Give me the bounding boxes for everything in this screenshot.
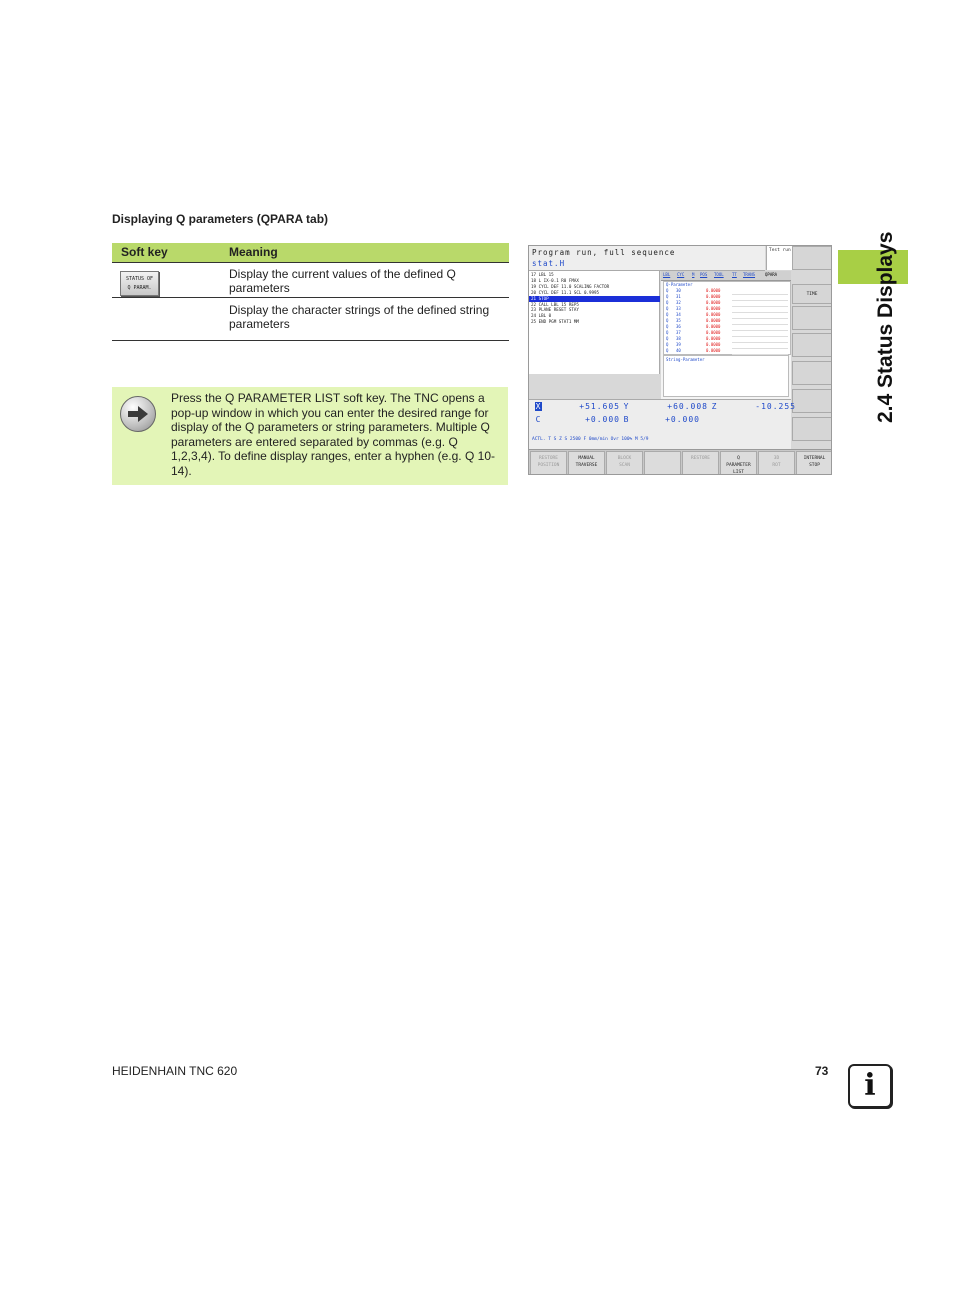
q-parameter-row	[666, 348, 728, 354]
actual-status-line: ACTL. T S Z S 2500 F 0mm/min Ovr 100% M 5/9	[532, 437, 649, 442]
grid-line	[732, 330, 788, 331]
tab-m[interactable]: M	[692, 272, 695, 277]
q-parameter-title: Q-Parameter	[666, 282, 693, 287]
q-label: Q	[666, 348, 669, 353]
softkey-label: TRAVERSE	[575, 463, 598, 468]
softkey-label: MANUAL	[578, 456, 595, 461]
grid-line	[732, 300, 788, 301]
program-line-active: 21 STOP	[529, 296, 660, 302]
tab-lbl[interactable]: LBL	[663, 272, 671, 277]
q-parameter-box	[663, 281, 791, 355]
q-number: 40	[676, 348, 681, 353]
q-label: Q	[666, 318, 669, 323]
screen-softkey[interactable]	[792, 246, 832, 270]
softkey-label: STATUS OF	[125, 276, 154, 282]
string-parameter-box	[663, 355, 789, 397]
bottom-softkey[interactable]	[796, 451, 832, 475]
q-value: 0.0000	[706, 324, 721, 329]
operating-mode-bar	[529, 246, 765, 271]
chapter-title-container	[838, 213, 897, 423]
q-number: 33	[676, 306, 681, 311]
softkey-label: RESTORE	[539, 456, 558, 461]
softkey-label: SCAN	[619, 463, 630, 468]
q-label: Q	[666, 312, 669, 317]
screen-softkey[interactable]	[792, 389, 832, 413]
softkey-label: BLOCK	[617, 456, 632, 461]
program-listing	[529, 271, 660, 374]
tab-qpara[interactable]: QPARA	[765, 272, 778, 277]
q-value: 0.0000	[706, 288, 721, 293]
softkey-label: POSITION	[537, 463, 560, 468]
position-display	[529, 399, 796, 450]
softkey-table	[112, 243, 509, 341]
q-number: 39	[676, 342, 681, 347]
q-number: 31	[676, 294, 681, 299]
footer-product: HEIDENHAIN TNC 620	[112, 1064, 238, 1078]
grid-line	[732, 324, 788, 325]
status-panel	[661, 271, 791, 399]
softkey-label: ROT	[772, 463, 781, 468]
q-number: 35	[676, 318, 681, 323]
q-value: 0.0000	[706, 318, 721, 323]
tab-cyc[interactable]: CYC	[677, 272, 685, 277]
column-header-meaning: Meaning	[229, 245, 278, 259]
screen-softkey[interactable]	[792, 417, 832, 441]
meaning-text: Display the current values of the defined Q parameters	[229, 267, 456, 295]
status-of-q-param-softkey[interactable]	[120, 271, 159, 296]
bottom-softkey[interactable]	[568, 451, 605, 475]
status-tabs	[661, 271, 791, 281]
program-line: 25 END PGM STAT1 MM	[531, 319, 579, 325]
screen-softkey[interactable]	[792, 306, 832, 330]
meaning-text: Display the character strings of the defined string parameters	[229, 303, 490, 331]
time-softkey[interactable]: TIME	[792, 284, 832, 304]
axis-b: B +0.000	[623, 415, 700, 424]
q-label: Q	[666, 306, 669, 311]
screen-softkey[interactable]	[792, 333, 832, 357]
tab-trans[interactable]: TRANS	[743, 272, 756, 277]
tab-tool[interactable]: TOOL	[714, 272, 724, 277]
q-value: 0.0000	[706, 348, 721, 353]
softkey-label: LIST	[733, 470, 744, 475]
section-heading: Displaying Q parameters (QPARA tab)	[112, 212, 329, 226]
softkey-label: Q	[737, 456, 740, 461]
screen-softkey[interactable]	[792, 361, 832, 385]
tab-tt[interactable]: TT	[732, 272, 737, 277]
program-line: 17 LBL 15	[531, 272, 554, 277]
arrow-right-icon	[120, 396, 156, 432]
bottom-softkey[interactable]	[720, 451, 757, 475]
softkey-label: INTERNAL	[803, 456, 826, 461]
softkey-label: STOP	[809, 463, 820, 468]
softkey-row	[529, 449, 832, 475]
grid-line	[732, 348, 788, 349]
table-row	[112, 263, 509, 298]
q-value: 0.0000	[706, 330, 721, 335]
program-line: 24 LBL 0	[531, 313, 552, 319]
q-value: 0.0000	[706, 342, 721, 347]
table-row	[112, 298, 509, 341]
tnc-screenshot	[528, 245, 832, 475]
q-value: 0.0000	[706, 312, 721, 317]
axis-y: Y +60.008	[623, 402, 708, 411]
q-value: 0.0000	[706, 306, 721, 311]
axis-z: Z -10.255	[711, 402, 796, 411]
tip-box	[112, 387, 508, 485]
grid-line	[732, 306, 788, 307]
tab-pos[interactable]: POS	[700, 272, 708, 277]
bottom-softkey[interactable]	[758, 451, 795, 475]
program-line: 18 L IX-0.1 R0 FMAX	[531, 277, 579, 283]
program-line: 19 CYCL DEF 11.0 SCALING FACTOR	[531, 283, 610, 289]
program-line: 20 CYCL DEF 11.1 SCL 0.9995	[531, 289, 600, 295]
q-number: 38	[676, 336, 681, 341]
softkey-label: RESTORE	[691, 456, 710, 461]
grid-line	[732, 318, 788, 319]
softkey-label: 3D	[773, 456, 780, 461]
q-number: 36	[676, 324, 681, 329]
mode-title: Program run, full sequence	[532, 248, 676, 257]
info-icon	[848, 1064, 892, 1108]
softkey-label: Q PARAM.	[127, 285, 152, 291]
column-header-softkey: Soft key	[121, 245, 168, 259]
page-number: 73	[815, 1064, 829, 1078]
tip-text: Press the Q PARAMETER LIST soft key. The TNC opens a pop-up window in which you can enter the desired range for display of the Q parameters or string parameters. Multiple Q parameters are entered separated by commas (e.g. Q 1,2,3,4). To define display ranges, enter a hyphen (e.g. Q 10-14).	[171, 391, 495, 478]
q-number: 30	[676, 288, 681, 293]
grid-line	[732, 294, 788, 295]
q-value: 0.0000	[706, 294, 721, 299]
q-number: 37	[676, 330, 681, 335]
bottom-softkey[interactable]	[682, 451, 719, 475]
q-label: Q	[666, 336, 669, 341]
program-line: 23 PLANE RESET STAY	[531, 307, 579, 313]
q-number: 34	[676, 312, 681, 317]
string-parameter-title: String-Parameter	[666, 357, 705, 362]
q-value: 0.0000	[706, 300, 721, 305]
q-label: Q	[666, 288, 669, 293]
bottom-softkey[interactable]	[530, 451, 567, 475]
grid-line	[732, 312, 788, 313]
q-label: Q	[666, 330, 669, 335]
softkey-label: PARAMETER	[726, 463, 751, 468]
q-label: Q	[666, 294, 669, 299]
q-value: 0.0000	[706, 336, 721, 341]
program-name: stat.H	[532, 259, 566, 268]
info-icon-glyph: i	[864, 1068, 876, 1103]
grid-line	[732, 336, 788, 337]
q-label: Q	[666, 342, 669, 347]
chapter-title: 2.4 Status Displays	[874, 231, 897, 423]
axis-c: C +0.000	[535, 415, 620, 424]
program-line: 22 CALL LBL 15 REP5	[531, 301, 579, 307]
bottom-softkey[interactable]	[644, 451, 681, 475]
bottom-softkey[interactable]	[606, 451, 643, 475]
q-number: 32	[676, 300, 681, 305]
test-run-label: Test run	[766, 246, 832, 270]
axis-x: X +51.605	[535, 402, 620, 411]
table-header	[112, 243, 509, 263]
q-label: Q	[666, 324, 669, 329]
grid-line	[732, 342, 788, 343]
q-label: Q	[666, 300, 669, 305]
